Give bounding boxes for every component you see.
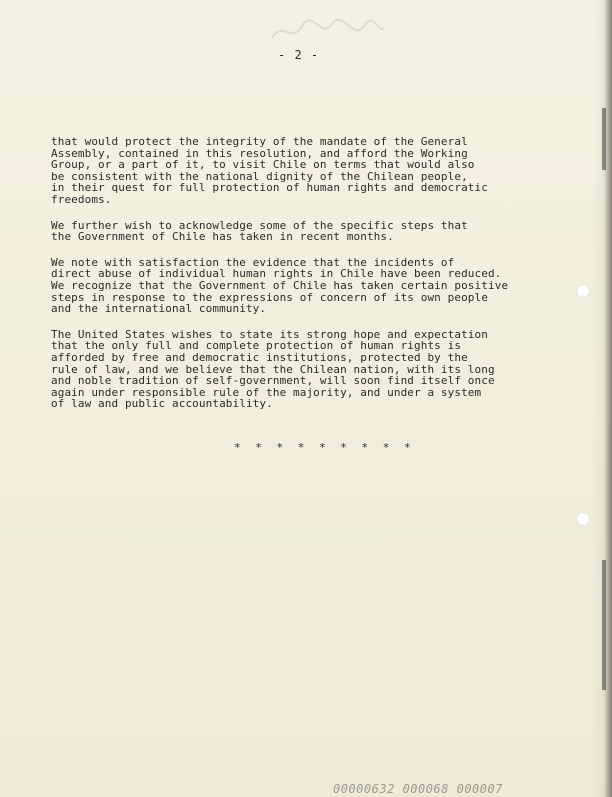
edge-mark-top bbox=[602, 108, 606, 170]
punch-hole-lower bbox=[576, 512, 590, 526]
paragraph-3: We note with satisfaction the evidence that the incidents of direct abuse of individual human rights in Chile have been reduced. We recognize that the Government of Chile has taken certain positive steps in response to the expressions of concern of its own people and the international community. bbox=[51, 255, 509, 316]
edge-mark-bottom bbox=[602, 560, 606, 690]
letter-body bbox=[51, 136, 576, 424]
punch-hole-upper bbox=[576, 284, 590, 298]
paragraph-1: that would protect the integrity of the mandate of the General Assembly, contained in this resolution, and afford the Working Group, or a part of it, to visit Chile on terms that would also be consistent with the national dignity of the Chilean people, in their quest for full protection of human rights and democratic freedoms. bbox=[51, 135, 488, 206]
paragraph-2: We further wish to acknowledge some of the specific steps that the Government of Chile has taken in recent months. bbox=[51, 218, 468, 244]
page-number: - 2 - bbox=[278, 48, 320, 62]
faded-handwriting-mark bbox=[268, 14, 388, 48]
paragraph-4: The United States wishes to state its strong hope and expectation that the only full and complete protection of human rights is afforded by free and democratic institutions, protected by the rule of law, and we believe that the Chilean nation, with its long and noble tradition of self-government, will soon find itself once again under responsible rule of the majority, and under a system of law and public accountability. bbox=[51, 327, 495, 411]
asterisk-separator: * * * * * * * * * bbox=[234, 441, 415, 454]
archive-stamp: 00000632 000068 000007 bbox=[333, 782, 503, 796]
